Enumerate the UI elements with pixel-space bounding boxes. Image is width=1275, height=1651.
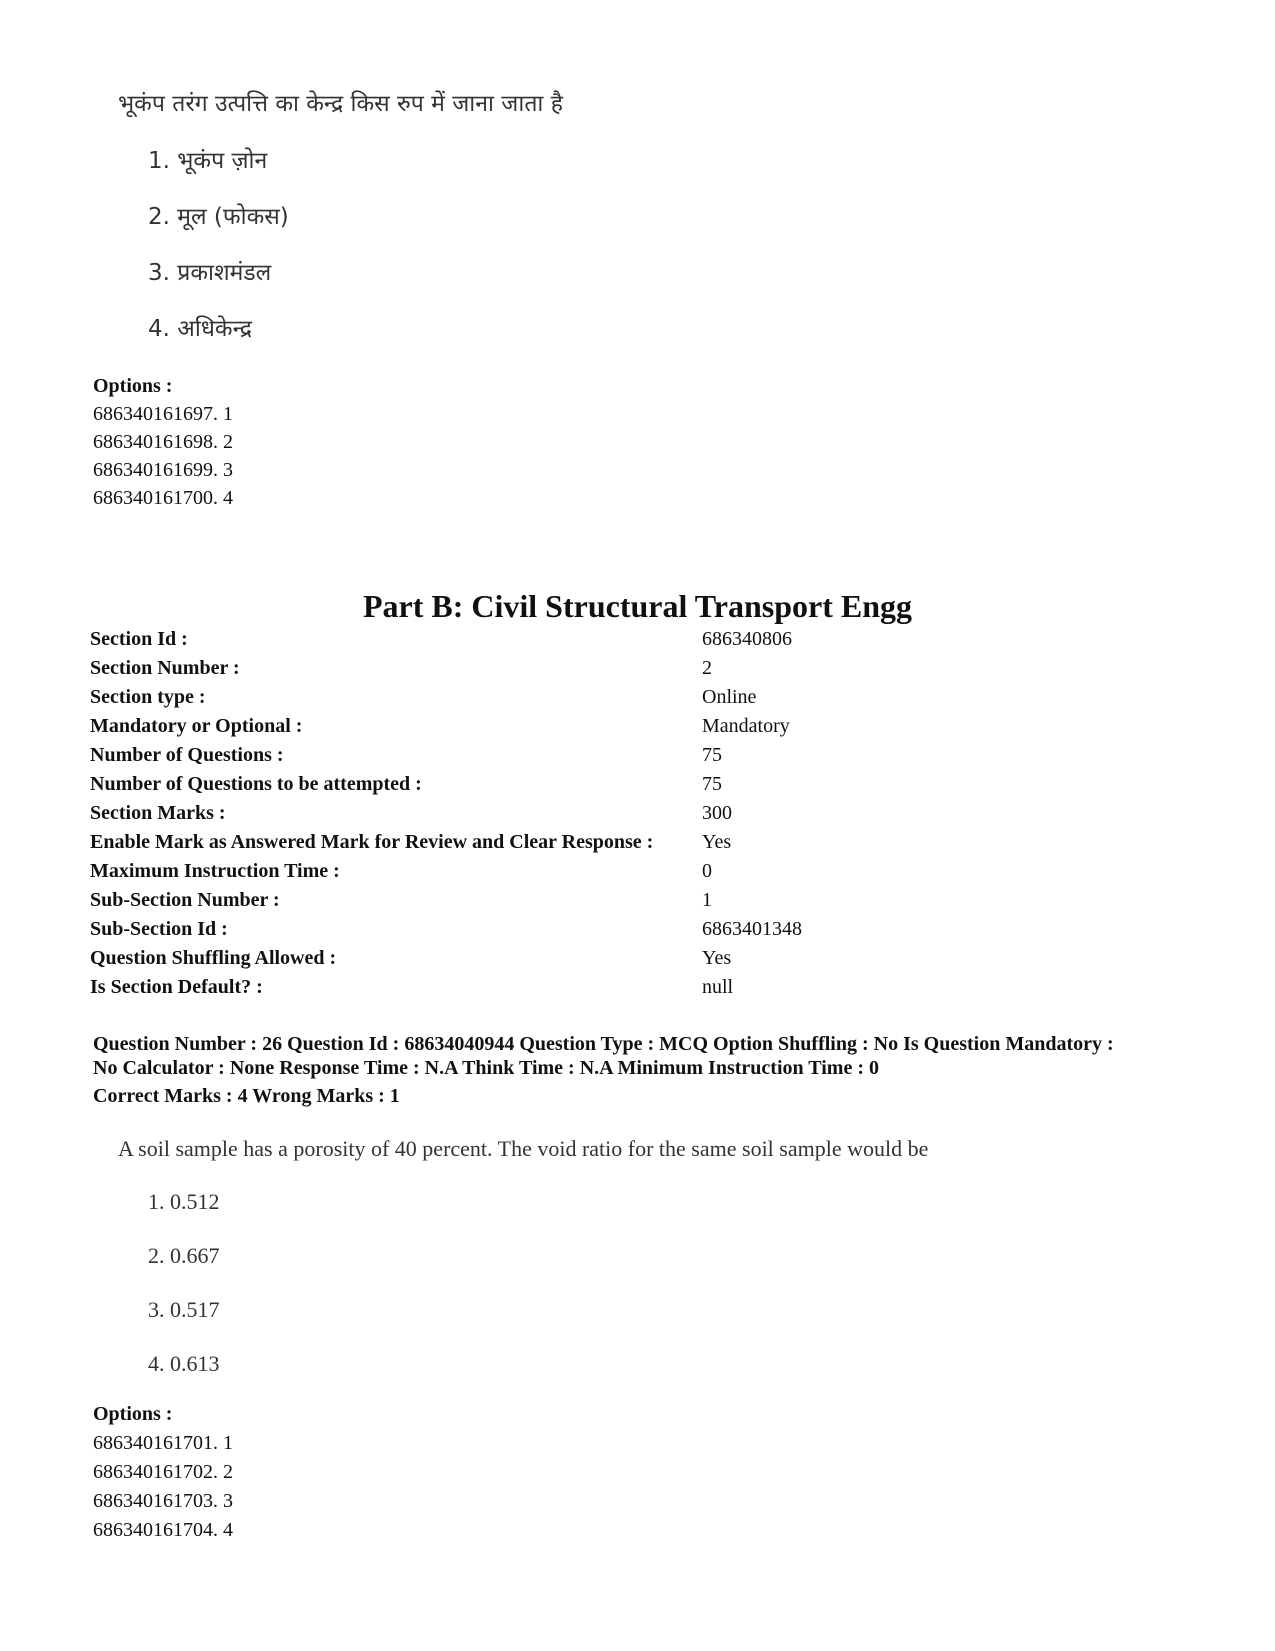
- section-row: [90, 889, 1190, 917]
- option-id-line: 686340161698. 2: [93, 431, 233, 453]
- section-row: [90, 947, 1190, 975]
- section-row: [90, 831, 1190, 859]
- section-value: Online: [702, 686, 757, 708]
- section-key: Number of Questions to be attempted :: [90, 773, 422, 795]
- section-row: [90, 715, 1190, 743]
- section-row: [90, 860, 1190, 888]
- options-label: Options :: [93, 375, 173, 397]
- option-id-line: 686340161700. 4: [93, 487, 233, 509]
- option-id-line: 686340161704. 4: [93, 1519, 233, 1541]
- section-value: Yes: [702, 831, 732, 853]
- section-row: [90, 744, 1190, 772]
- section-value: 300: [702, 802, 732, 824]
- section-key: Maximum Instruction Time :: [90, 860, 340, 882]
- section-value: Yes: [702, 947, 732, 969]
- section-value: 686340806: [702, 628, 792, 650]
- section-key: Is Section Default? :: [90, 976, 263, 998]
- question-meta-line-1: Question Number : 26 Question Id : 68634040944 Question Type : MCQ Option Shuffling : No Is Question Mandatory :: [93, 1033, 1114, 1055]
- section-row: [90, 976, 1190, 1004]
- section-row: [90, 628, 1190, 656]
- choice-3: 3. 0.517: [148, 1297, 220, 1322]
- section-key: Section Marks :: [90, 802, 226, 824]
- section-value: Mandatory: [702, 715, 790, 737]
- section-value: 0: [702, 860, 712, 882]
- section-key: Section type :: [90, 686, 206, 708]
- section-key: Enable Mark as Answered Mark for Review and Clear Response :: [90, 831, 654, 853]
- section-row: [90, 657, 1190, 685]
- option-id-line: 686340161703. 3: [93, 1490, 233, 1512]
- section-key: Number of Questions :: [90, 744, 284, 766]
- section-row: [90, 802, 1190, 830]
- section-value: 1: [702, 889, 712, 911]
- section-value: 75: [702, 744, 722, 766]
- choice-2: 2. मूल (फोकस): [148, 204, 289, 230]
- section-key: Sub-Section Id :: [90, 918, 228, 940]
- choice-1: 1. 0.512: [148, 1189, 220, 1214]
- choice-4: 4. 0.613: [148, 1351, 220, 1376]
- section-key: Question Shuffling Allowed :: [90, 947, 337, 969]
- option-id-line: 686340161699. 3: [93, 459, 233, 481]
- choice-4: 4. अधिकेन्द्र: [148, 316, 252, 342]
- question-text: A soil sample has a porosity of 40 percent. The void ratio for the same soil sample would be: [118, 1136, 929, 1161]
- option-id-line: 686340161697. 1: [93, 403, 233, 425]
- section-value: 2: [702, 657, 712, 679]
- option-id-line: 686340161701. 1: [93, 1432, 233, 1454]
- question-text-hindi: भूकंप तरंग उत्पत्ति का केन्द्र किस रुप में जाना जाता है: [118, 91, 563, 117]
- section-value: 75: [702, 773, 722, 795]
- option-id-line: 686340161702. 2: [93, 1461, 233, 1483]
- section-row: [90, 773, 1190, 801]
- section-value: 6863401348: [702, 918, 802, 940]
- options-label: Options :: [93, 1403, 173, 1425]
- question-meta-line-2: No Calculator : None Response Time : N.A Think Time : N.A Minimum Instruction Time : 0: [93, 1057, 879, 1079]
- section-value: null: [702, 976, 734, 998]
- section-key: Section Id :: [90, 628, 188, 650]
- section-row: [90, 686, 1190, 714]
- section-row: [90, 918, 1190, 946]
- part-title: Part B: Civil Structural Transport Engg: [362, 588, 913, 624]
- choice-2: 2. 0.667: [148, 1243, 220, 1268]
- choice-1: 1. भूकंप ज़ोन: [148, 148, 268, 174]
- section-key: Sub-Section Number :: [90, 889, 280, 911]
- question-marks: Correct Marks : 4 Wrong Marks : 1: [93, 1085, 400, 1107]
- section-key: Section Number :: [90, 657, 240, 679]
- choice-3: 3. प्रकाशमंडल: [148, 260, 272, 286]
- section-key: Mandatory or Optional :: [90, 715, 303, 737]
